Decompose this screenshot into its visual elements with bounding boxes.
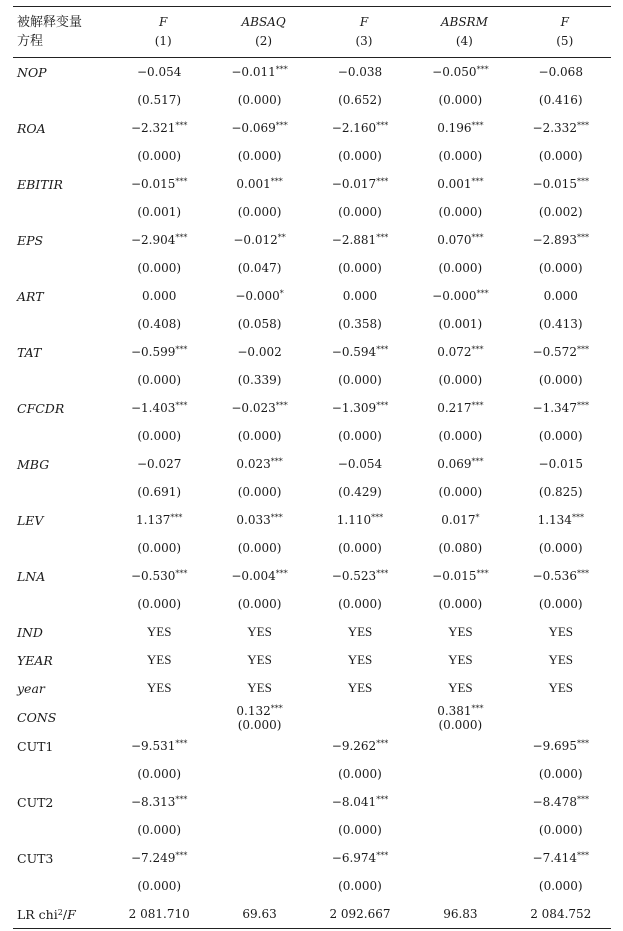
significance-stars: *** xyxy=(376,121,389,130)
table-cell: YES xyxy=(448,624,473,639)
header-col-name: F xyxy=(560,15,569,29)
table-cell: (0.000) xyxy=(538,429,583,443)
table-cell: 2 084.752 xyxy=(530,907,592,921)
table-cell: (0.000) xyxy=(338,149,382,163)
table-row xyxy=(13,422,611,450)
row-label: EBITIR xyxy=(17,176,63,192)
table-cell: (0.000) xyxy=(338,261,382,275)
table-cell: −0.000* xyxy=(235,289,284,303)
table-cell: (0.001) xyxy=(137,205,182,219)
table-cell: (0.000) xyxy=(237,149,282,163)
table-cell: (0.000) xyxy=(438,205,483,219)
significance-stars: *** xyxy=(576,851,589,860)
table-cell: YES xyxy=(247,624,272,639)
table-cell: (0.358) xyxy=(338,317,382,331)
table-cell: −7.249*** xyxy=(130,851,188,865)
significance-stars: *** xyxy=(270,704,283,713)
table-cell: (0.000) xyxy=(438,149,483,163)
table-cell: (0.000) xyxy=(538,373,583,387)
table-row xyxy=(13,760,611,788)
table-cell: (0.000) xyxy=(438,93,483,107)
table-cell: (0.047) xyxy=(237,261,282,275)
table-cell: −0.000*** xyxy=(432,289,489,303)
significance-stars: *** xyxy=(576,121,589,130)
table-cell: (0.000) xyxy=(237,541,282,555)
table-cell: −0.069*** xyxy=(231,121,288,135)
table-cell: (0.058) xyxy=(237,317,282,331)
table-cell: YES xyxy=(448,652,473,667)
row-label: CUT3 xyxy=(17,850,54,866)
row-label: CUT1 xyxy=(17,738,54,754)
table-cell: −0.011*** xyxy=(231,65,288,79)
header-col-number: (3) xyxy=(355,34,373,48)
table-cell: (0.652) xyxy=(338,93,382,107)
header-label-equation: 方程 xyxy=(17,34,44,49)
table-cell: −0.015 xyxy=(538,457,583,471)
significance-stars: *** xyxy=(471,457,484,466)
table-cell: −0.530*** xyxy=(130,569,188,583)
table-cell: (0.080) xyxy=(438,541,483,555)
table-cell: 0.217*** xyxy=(437,401,484,415)
cell-line: (0.000) xyxy=(438,718,483,732)
row-label: MBG xyxy=(17,456,50,472)
table-cell: (0.000) xyxy=(538,823,583,837)
significance-stars: *** xyxy=(275,569,288,578)
table-row xyxy=(13,506,611,534)
table-row xyxy=(13,844,611,872)
table-cell: (0.000) xyxy=(438,373,483,387)
table-cell: (0.000) xyxy=(137,823,182,837)
table-row xyxy=(13,198,611,226)
table-cell: −0.572*** xyxy=(532,345,589,359)
table-row xyxy=(13,58,611,86)
table-cell: −2.160*** xyxy=(331,121,389,135)
significance-stars: *** xyxy=(476,65,489,74)
table-cell: (0.429) xyxy=(338,485,382,499)
row-label: CUT2 xyxy=(17,794,54,810)
significance-stars: *** xyxy=(175,345,188,354)
table-cell: −0.054 xyxy=(337,457,383,471)
significance-stars: *** xyxy=(576,739,589,748)
significance-stars: *** xyxy=(376,851,389,860)
significance-stars: *** xyxy=(376,345,389,354)
significance-stars: *** xyxy=(576,233,589,242)
row-label: ROA xyxy=(17,120,46,136)
table-cell: YES xyxy=(247,680,272,695)
significance-stars: *** xyxy=(170,513,183,522)
table-cell: (0.000) xyxy=(438,597,483,611)
row-label: NOP xyxy=(17,64,47,80)
significance-stars: ** xyxy=(277,233,286,242)
table-cell: YES xyxy=(347,652,373,667)
table-cell: YES xyxy=(548,680,574,695)
table-cell: (0.000) xyxy=(338,767,382,781)
table-cell: −0.038 xyxy=(337,65,383,79)
table-cell: −2.893*** xyxy=(532,233,589,247)
table-cell: −0.002 xyxy=(237,345,282,359)
table-cell: YES xyxy=(347,624,373,639)
significance-stars: *** xyxy=(376,233,389,242)
table-row xyxy=(13,788,611,816)
significance-stars: *** xyxy=(471,704,484,713)
table-row xyxy=(13,674,611,702)
significance-stars: *** xyxy=(471,233,484,242)
table-cell: (0.000) xyxy=(237,93,282,107)
significance-stars: *** xyxy=(275,65,288,74)
table-cell: −6.974*** xyxy=(331,851,389,865)
table-cell: YES xyxy=(448,680,473,695)
row-label: TAT xyxy=(17,344,42,360)
table-row xyxy=(13,534,611,562)
table-cell: (0.000) xyxy=(338,597,382,611)
table-row xyxy=(13,562,611,590)
table-cell: 2 092.667 xyxy=(329,907,391,921)
row-label: ART xyxy=(17,288,44,304)
significance-stars: *** xyxy=(175,569,188,578)
cell-line: 0.132*** xyxy=(236,704,283,718)
table-cell: 0.000 xyxy=(142,289,177,303)
table-cell: 0.017* xyxy=(441,513,480,527)
table-cell: 1.110*** xyxy=(336,513,384,527)
table-cell: 69.63 xyxy=(242,907,277,921)
table-row xyxy=(13,450,611,478)
regression-table xyxy=(13,6,611,929)
table-row xyxy=(13,86,611,114)
table-row xyxy=(13,646,611,674)
header-col-3 xyxy=(314,7,414,57)
table-cell: −0.015*** xyxy=(130,177,188,191)
table-row xyxy=(13,338,611,366)
stat-f: F xyxy=(67,906,76,922)
table-cell: YES xyxy=(146,624,172,639)
table-cell: (0.000) xyxy=(237,485,282,499)
table-cell: −1.403*** xyxy=(130,401,188,415)
table-cell: (0.000) xyxy=(137,541,182,555)
table-cell: YES xyxy=(247,652,272,667)
significance-stars: *** xyxy=(576,569,589,578)
significance-stars: *** xyxy=(376,795,389,804)
table-row xyxy=(13,282,611,310)
table-cell: YES xyxy=(146,680,172,695)
cell-line: 0.381*** xyxy=(437,704,484,718)
table-row xyxy=(13,732,611,760)
table-cell: (0.000) xyxy=(237,597,282,611)
table-row xyxy=(13,142,611,170)
row-label: year xyxy=(17,680,45,696)
cell-line: (0.000) xyxy=(237,718,282,732)
row-label: IND xyxy=(17,624,43,640)
row-label: LR chi$^2$/F xyxy=(17,906,76,922)
header-label-cell xyxy=(13,7,113,57)
table-cell: −8.478*** xyxy=(532,795,589,809)
significance-stars: *** xyxy=(376,177,389,186)
table-cell: (0.517) xyxy=(137,93,182,107)
table-cell: −2.321*** xyxy=(130,121,188,135)
table-cell: −0.015*** xyxy=(432,569,489,583)
table-cell: 0.069*** xyxy=(437,457,484,471)
significance-stars: *** xyxy=(471,177,484,186)
row-label: LEV xyxy=(17,512,44,528)
table-row xyxy=(13,478,611,506)
table-row xyxy=(13,618,611,646)
table-cell: −0.523*** xyxy=(331,569,389,583)
table-cell: 0.000 xyxy=(543,289,578,303)
table-cell: −7.414*** xyxy=(532,851,589,865)
table-cell: −0.068 xyxy=(538,65,583,79)
table-body xyxy=(13,58,611,928)
table-cell: −0.012** xyxy=(233,233,286,247)
header-col-name: F xyxy=(359,15,369,29)
table-cell: YES xyxy=(548,652,574,667)
table-cell: 0.033*** xyxy=(236,513,283,527)
table-cell: (0.002) xyxy=(538,205,583,219)
table-cell: YES xyxy=(146,652,172,667)
table-cell: (0.416) xyxy=(538,93,583,107)
header-col-4 xyxy=(414,7,514,57)
table-cell: −1.309*** xyxy=(331,401,389,415)
table-cell: −0.536*** xyxy=(532,569,589,583)
table-cell: (0.691) xyxy=(137,485,182,499)
table-cell: (0.000) xyxy=(438,429,483,443)
header-col-1 xyxy=(113,7,213,57)
table-cell: −2.332*** xyxy=(532,121,589,135)
table-row xyxy=(13,590,611,618)
significance-stars: *** xyxy=(476,289,489,298)
significance-stars: *** xyxy=(576,345,589,354)
significance-stars: *** xyxy=(270,177,283,186)
significance-stars: *** xyxy=(175,233,188,242)
table-cell xyxy=(410,702,510,732)
table-cell: −1.347*** xyxy=(532,401,589,415)
table-cell: −2.904*** xyxy=(130,233,188,247)
table-cell: 0.001*** xyxy=(437,177,484,191)
table-row xyxy=(13,366,611,394)
significance-stars: *** xyxy=(376,401,389,410)
row-label: LNA xyxy=(17,568,46,584)
table-cell: YES xyxy=(347,680,373,695)
table-cell: −0.594*** xyxy=(331,345,389,359)
table-cell: (0.000) xyxy=(338,541,382,555)
table-cell: (0.000) xyxy=(338,373,382,387)
table-cell: (0.000) xyxy=(538,261,583,275)
significance-stars: *** xyxy=(471,345,484,354)
table-row xyxy=(13,394,611,422)
header-col-name: ABSRM xyxy=(440,15,488,29)
significance-stars: *** xyxy=(275,121,288,130)
table-cell: (0.000) xyxy=(137,597,182,611)
table-cell: 0.070*** xyxy=(437,233,484,247)
significance-stars: *** xyxy=(175,739,188,748)
significance-stars: *** xyxy=(275,401,288,410)
significance-stars: *** xyxy=(576,401,589,410)
row-label: CFCDR xyxy=(17,400,65,416)
header-col-number: (2) xyxy=(255,34,273,48)
table-row xyxy=(13,900,611,928)
significance-stars: *** xyxy=(471,401,484,410)
table-cell: (0.000) xyxy=(538,541,583,555)
table-cell: 0.001*** xyxy=(236,177,283,191)
header-col-name: ABSAQ xyxy=(241,15,286,29)
header-col-number: (1) xyxy=(154,34,172,48)
significance-stars: *** xyxy=(376,739,389,748)
table-cell: 0.023*** xyxy=(236,457,283,471)
table-row xyxy=(13,114,611,142)
table-cell: (0.000) xyxy=(237,205,282,219)
significance-stars: *** xyxy=(270,513,283,522)
significance-stars: *** xyxy=(571,513,584,522)
table-cell: −9.262*** xyxy=(331,739,389,753)
table-cell: (0.000) xyxy=(338,205,382,219)
header-col-5 xyxy=(515,7,615,57)
significance-stars: * xyxy=(475,513,480,522)
table-cell: (0.000) xyxy=(237,429,282,443)
table-cell: −0.054 xyxy=(136,65,182,79)
table-cell: −8.041*** xyxy=(331,795,389,809)
table-cell: 0.072*** xyxy=(437,345,484,359)
table-cell: (0.339) xyxy=(237,373,282,387)
table-row xyxy=(13,254,611,282)
significance-stars: *** xyxy=(576,795,589,804)
significance-stars: *** xyxy=(175,121,188,130)
significance-stars: *** xyxy=(175,795,188,804)
table-cell: (0.000) xyxy=(137,149,182,163)
superscript-2: 2 xyxy=(57,907,63,917)
table-cell: (0.000) xyxy=(538,879,583,893)
table-cell: (0.413) xyxy=(538,317,583,331)
significance-stars: *** xyxy=(175,177,188,186)
table-cell: (0.000) xyxy=(137,429,182,443)
row-label: EPS xyxy=(17,232,44,248)
table-cell: (0.000) xyxy=(438,261,483,275)
table-cell: 0.196*** xyxy=(437,121,484,135)
table-cell: (0.408) xyxy=(137,317,182,331)
table-cell: 2 081.710 xyxy=(128,907,190,921)
significance-stars: *** xyxy=(471,121,484,130)
row-label: YEAR xyxy=(17,652,53,668)
table-cell: (0.000) xyxy=(338,879,382,893)
table-cell: −0.050*** xyxy=(432,65,489,79)
table-cell: (0.000) xyxy=(538,149,583,163)
significance-stars: *** xyxy=(175,851,188,860)
table-cell: −0.017*** xyxy=(331,177,389,191)
header-col-name: F xyxy=(159,15,168,29)
significance-stars: *** xyxy=(376,569,389,578)
table-cell: 1.137*** xyxy=(136,513,183,527)
significance-stars: *** xyxy=(476,569,489,578)
table-row xyxy=(13,170,611,198)
significance-stars: *** xyxy=(371,513,384,522)
significance-stars: *** xyxy=(270,457,283,466)
table-cell: −0.023*** xyxy=(231,401,288,415)
table-cell: YES xyxy=(548,624,574,639)
significance-stars: * xyxy=(279,289,284,298)
table-cell: (0.000) xyxy=(137,261,182,275)
table-cell: −9.695*** xyxy=(532,739,589,753)
header-col-number: (5) xyxy=(556,34,574,48)
table-cell: −8.313*** xyxy=(130,795,188,809)
table-cell xyxy=(209,702,309,732)
table-cell: 96.83 xyxy=(443,907,478,921)
table-cell: (0.000) xyxy=(137,767,182,781)
header-col-2 xyxy=(213,7,313,57)
significance-stars: *** xyxy=(175,401,188,410)
table-cell: −0.599*** xyxy=(130,345,188,359)
table-cell: −0.004*** xyxy=(231,569,288,583)
table-cell: (0.000) xyxy=(438,485,483,499)
header-col-number: (4) xyxy=(455,34,473,48)
table-cell: −0.015*** xyxy=(532,177,589,191)
table-cell: (0.825) xyxy=(538,485,583,499)
table-cell: (0.000) xyxy=(538,597,583,611)
table-cell: (0.000) xyxy=(538,767,583,781)
header-label-dependent: 被解释变量 xyxy=(17,15,83,30)
table-cell: (0.000) xyxy=(137,373,182,387)
table-cell: (0.000) xyxy=(338,823,382,837)
table-row xyxy=(13,310,611,338)
row-label: CONS xyxy=(17,710,57,725)
table-cell: 0.000 xyxy=(342,289,378,303)
table-cell: 1.134*** xyxy=(537,513,584,527)
table-cell: −2.881*** xyxy=(331,233,389,247)
table-row xyxy=(13,816,611,844)
table-cell: (0.000) xyxy=(137,879,182,893)
table-row xyxy=(13,872,611,900)
table-row xyxy=(13,226,611,254)
significance-stars: *** xyxy=(576,177,589,186)
table-header xyxy=(13,7,611,58)
table-cell: −9.531*** xyxy=(130,739,188,753)
table-row xyxy=(13,702,611,732)
table-cell: (0.001) xyxy=(438,317,483,331)
table-cell: (0.000) xyxy=(338,429,382,443)
table-cell: −0.027 xyxy=(136,457,182,471)
